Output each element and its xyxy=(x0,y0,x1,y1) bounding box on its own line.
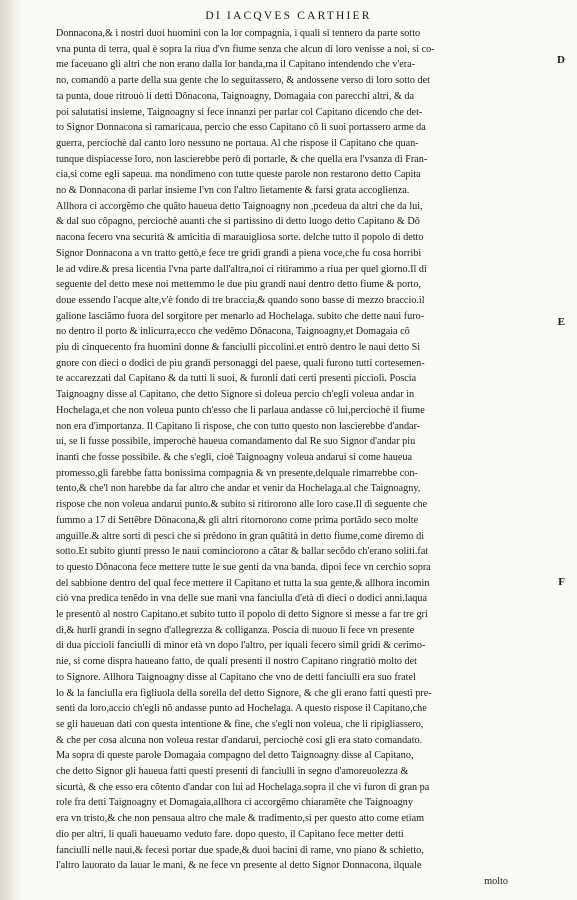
text-line: ta punta, doue ritrouò li detti Dõnacona, Taignoagny, Domagaia con parecchi altri, & da xyxy=(56,90,414,102)
text-line: to Signor Donnacona si ramaricaua, percio che esso Capitano cõ li suoi portassero arme da xyxy=(56,122,426,134)
body-text xyxy=(56,26,538,890)
margin-letter-f: F xyxy=(558,576,565,588)
text-line: le presentò al nostro Capitano.et subito tutto il popolo di detto Signore si messe a far tre gri xyxy=(56,609,428,621)
text-line: dio per altri, li quali haueuamo veduto fare. dopo questo, il Capitano fece metter detti xyxy=(56,828,404,840)
text-line: anguille.& altre sorti di pesci che si prẽdono in gran quãtità in detto fiume,come diremo di xyxy=(56,530,425,542)
text-line: di dua piccioli fanciulli di minor età vn dopo l'altro, per iquali fecero simil gridi & cerimo- xyxy=(56,640,426,652)
text-line: galione lasciãmo fuora del sorgitore per menarlo ad Hochelaga. subito che dette naui furo- xyxy=(56,310,425,322)
text-line: Hochelaga,et che non voleua punto ch'esso che li parlaua andasse cõ lui,perciochè il fiume xyxy=(56,404,425,416)
text-line: gnore con dieci o dodici de piu grandi personaggi del paese, quali furono tutti cortesemen- xyxy=(56,357,425,369)
book-gutter-shadow xyxy=(0,0,22,900)
text-line: Allhora ci accorgẽmo che quãto haueua detto Taignoagny non ,pcedeua da altri che da lui, xyxy=(56,200,423,212)
text-line: no & Donnacona di parlar insieme l'vn con l'altro lietamente & farsi grata accoglienza. xyxy=(56,185,410,197)
text-line: promesso,gli farebbe fatta bonissima compagnia & vn presente,delquale rimarrebbe con- xyxy=(56,467,418,479)
text-line: Taignoagny disse al Capitano, che detto Signore si doleua percio ch'egli voleua andar in xyxy=(56,389,415,401)
text-line: vna punta di terra, qual è sopra la riua d'vn fiume senza che alcun di loro venisse a noi, si co- xyxy=(56,43,435,55)
text-line: Donnacona,& i nostri duoi huomini con la lor compagnia, i quali si tennero da parte sotto xyxy=(56,28,421,39)
text-line: inanti che fosse possibile. & che s'egli, cioè Taignoagny voleua andarui si come haueua xyxy=(56,451,412,463)
text-line: le ad vdire.& presa licentia l'vna parte dall'altra,noi ci ritirammo a riua per quel giorno.Il di xyxy=(56,263,427,275)
text-line: tunque dispiacesse loro, non lascierebbe però di portarle, & che quella era l'vsanza di Fran- xyxy=(56,153,428,165)
text-line: era vn tristo,& che non pensaua altro che male & tradimento,si per questo atto come etiam xyxy=(56,813,425,825)
text-line: no dentro il porto & inlicurra,ecco che vedẽmo Dõnacona, Taignoagny,et Domagaia cõ xyxy=(56,326,410,338)
text-line: di,& hurli grandi in segno d'allegrezza & colliganza. Poscia di nuouo li fece vn presente xyxy=(56,624,415,636)
text-line: piu di cinquecento fra huomini donne & fanciulli piccolini.et entrò dentro le naui detto Si xyxy=(56,342,421,354)
text-line: rispose che non voleua andarui punto.& subito si ritirorono alle loro case.Il dì seguente che xyxy=(56,499,428,511)
text-line: & dal suo cõpagno, perciochè auanti che si partissino di detto luogo detto Capitano & Dõ xyxy=(56,216,420,228)
text-line: fanciulli nelle naui,& fecesi portar due spade,& duoi bacini di rame, vno piano & schietto, xyxy=(56,844,424,856)
text-line: lo & la fanciulla era figliuola della sorella del detto Signore, & che gli erano fatti questi pre- xyxy=(56,687,432,699)
text-line: seguente del detto mese noi mettemmo le due piu grandi naui dentro detto fiume & porto, xyxy=(56,279,421,291)
text-line: che detto Signor gli haueua fatti questi presenti di fanciulli in segno d'amoreuolezza & xyxy=(56,766,409,778)
text-line: te accarezzati dal Capitano & da tutti li suoi, & furonli dati certi presenti piccioli. Poscia xyxy=(56,373,417,385)
text-line: Signor Donnacona a vn tratto gettò,e fece tre gridi grandi a piena voce,che fu cosa horribi xyxy=(56,247,422,259)
text-line: to questo Dõnacona fece mettere tutte le sue genti da vna banda. dipoi fece vn cerchio sopra xyxy=(56,561,431,573)
text-line: me faceuano gli altri che non erano dalla lor banda,ma il Capitano intendendo che v'era- xyxy=(56,59,416,71)
catchword: molto xyxy=(484,875,508,887)
text-line: cia,si come egli sapeua. ma nondimeno con tutte queste parole non restarono detto Capita xyxy=(56,169,421,181)
text-line: non era d'importanza. Il Capitano li rispose, che con tutto questo non lascierebbe d'andar- xyxy=(56,420,421,432)
text-line: ciò vna predica tenẽdo in vna delle sue mani vna fanciulla d'età di dieci o dodici anni.laqua xyxy=(56,593,427,605)
margin-letter-d: D xyxy=(557,54,565,66)
text-line: to Signore. Allhora Taignoagny disse al Capitano che vno de detti fanciulli era suo fratel xyxy=(56,671,416,683)
text-line: tento,& che'l non harebbe da far altro che andar et venir da Hochelaga.al che Taignoagny, xyxy=(56,483,421,495)
text-line: nie, si come dispra haueano fatto, de quali presenti il nostro Capitano ringratiò molto det xyxy=(56,656,417,668)
text-line: sicurtà, & che esso era cõtento d'andar con lui ad Hochelaga.sopra il che vi furon di gran pa xyxy=(56,781,430,793)
text-line: fummo a 17 di Settẽbre Dõnacona,& gli altri ritornorono come prima portãdo seco molte xyxy=(56,514,419,526)
text-line: ui, se li fusse possibile, imperochè haueua comandamento dal Re suo Signor d'andar piu xyxy=(56,436,416,448)
text-line: doue essendo l'acque alte,v'è fondo di tre braccia,& quando sono basse di mezzo braccio.il xyxy=(56,294,425,306)
margin-letter-e: E xyxy=(557,316,565,328)
text-line: role fra detti Taignoagny et Domagaia,allhora ci accorgẽmo chiaramẽte che Taignoagny xyxy=(56,797,413,809)
text-line: Ma sopra di queste parole Domagaia compagno del detto Taignoagny disse al Capitano, xyxy=(56,750,414,762)
text-line: nacona fecero vna securità & amicitia di marauigliosa sorte. delche tutto il popolo di detto xyxy=(56,232,424,244)
text-line: guerra, perciochè dal canto loro nessuno ne portaua. Al che rispose il Capitano che quan- xyxy=(56,137,419,149)
text-line: & che per cosa alcuna non voleua restar d'andarui, perciochè cosi gli era stato comandato. xyxy=(56,734,423,746)
text-line: poi salutatisi insieme, Taignoagny si fece innanzi per parlar col Capitano dicendo che det- xyxy=(56,106,423,118)
text-line: no, comandò a parte della sua gente che lo seguitassero, & andossene verso di loro sotto det xyxy=(56,75,431,87)
text-line: del sabbione dentro del qual fece mettere il Capitano et tutta la sua gente,& allhora incomin xyxy=(56,577,430,589)
text-line: se gli haueuan dati con questa intentione & fine, che s'egli non voleua, che li ripigliassero, xyxy=(56,718,424,730)
running-header: DI IACQVES CARTHIER xyxy=(205,10,372,22)
text-line: senti da loro,accio ch'egli nõ andasse punto ad Hochelaga. A questo rispose il Capitano,che xyxy=(56,703,427,715)
text-line: l'altro lauorato da lauar le mani, & ne fece vn presente al detto Signor Donnacona, ilquale xyxy=(56,860,422,872)
text-line: sotto.Et subito giunti presso le naui cominciorono a cãtar & ballar secõdo ch'erano soliti.fat xyxy=(56,546,429,558)
